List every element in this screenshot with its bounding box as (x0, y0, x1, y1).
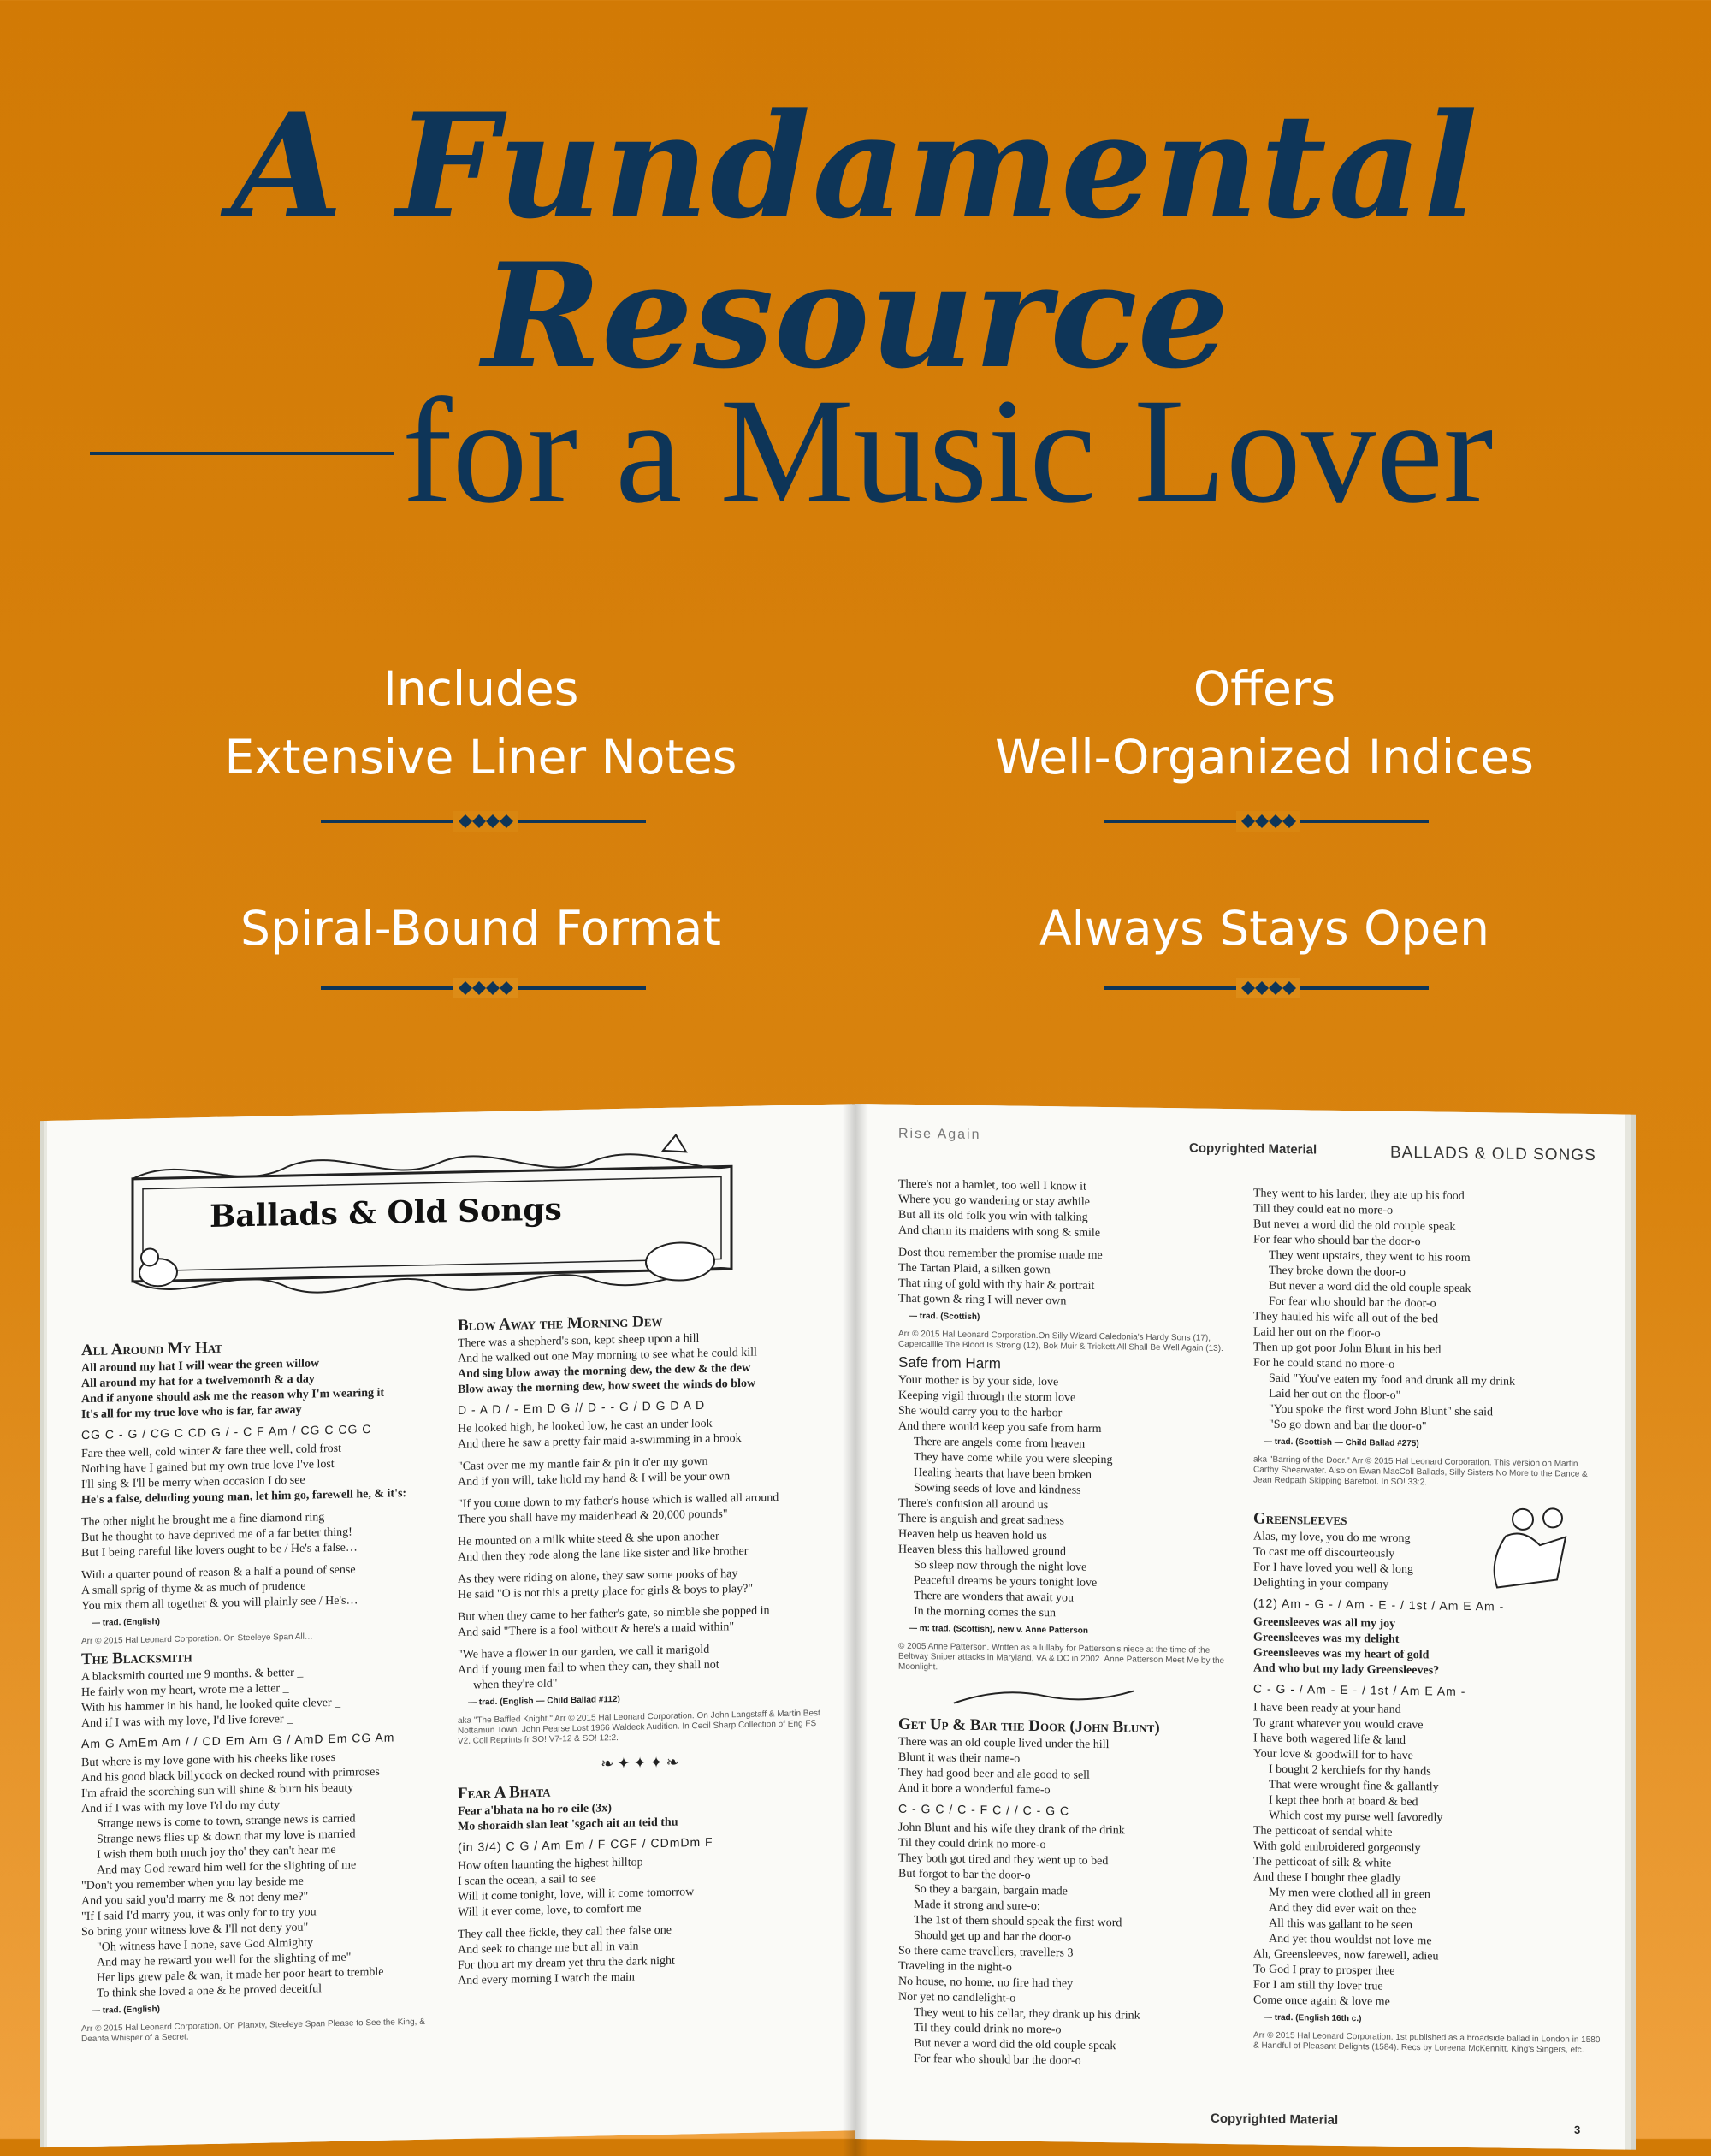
credit-note: Arr © 2015 Hal Leonard Corporation.On Silly Wizard Caledonia's Hardy Sons (17), Capercaillie The Blood Is Strong (12), Bok Muir & Trickett All Shall Be Well Again (13). (898, 1329, 1223, 1354)
verse-line: So there came travellers, travellers 3 (898, 1944, 1074, 1960)
verse-line: As they were riding on alone, they saw some pooks of hay (458, 1567, 738, 1586)
verse-line: So they a bargain, bargain made (914, 1882, 1068, 1898)
verse-line: when they're old" (473, 1677, 558, 1692)
right-column-2 (1253, 1186, 1604, 2056)
verse-line: "If you come down to my father's house which is walled all around (458, 1491, 779, 1511)
verse-line: And then they rode along the lane like sister and like brother (458, 1544, 749, 1564)
verse-line: And may God reward him well for the slighting of me (97, 1858, 357, 1877)
verse-line: There's not a hamlet, too well I know it (898, 1177, 1086, 1194)
feature-indices-line2: Well-Organized Indices (995, 730, 1534, 785)
verse-line: The petticoat of silk & white (1253, 1855, 1392, 1870)
floral-ornament-icon: ❧✦✦✦❧ (601, 1753, 683, 1773)
song-source: — trad. (Scottish) (909, 1311, 980, 1323)
verse-line: But forgot to bar the door-o (898, 1867, 1031, 1882)
verse-line: I'll sing & I'll be merry when occasion I do see (81, 1473, 305, 1492)
verse-line: And it bore a wonderful fame-o (898, 1781, 1051, 1798)
verse-line: Your love & goodwill for to have (1253, 1747, 1413, 1763)
right-column-1 (898, 1177, 1240, 2072)
verse-line: The petticoat of sendal white (1253, 1824, 1393, 1839)
song-title: Get Up & Bar the Door (John Blunt) (898, 1715, 1160, 1737)
verse-line: And he walked out one May morning to see what he could kill (458, 1346, 757, 1365)
verse-line: Blunt it was their name-o (898, 1750, 1021, 1766)
verse-line: They went to his larder, they ate up his food (1253, 1187, 1465, 1203)
feature-liner-notes-line2: Extensive Liner Notes (224, 730, 737, 785)
verse-line: The Tartan Plaid, a silken gown (898, 1261, 1051, 1277)
verse-line: Laid her out on the floor-o (1253, 1325, 1381, 1341)
verse-line: But when they came to her father's gate, so nimble she popped in (458, 1604, 770, 1624)
song-title: Blow Away the Morning Dew (458, 1312, 663, 1335)
verse-line: For fear who should bar the door-o (1269, 1294, 1436, 1311)
verse-line: "We have a flower in our garden, we call it marigold (458, 1643, 710, 1661)
feature-stays-open-line1: Always Stays Open (1039, 901, 1490, 956)
diamond-ornament-icon (453, 811, 518, 832)
verse-line: "If I said I'd marry you, it was only for to try you (81, 1905, 317, 1924)
verse-line: He fairly won my heart, wrote me a letter _ (81, 1682, 289, 1700)
verse-line: They went to his cellar, they drank up his drink (914, 2005, 1140, 2023)
verse-line: Healing hearts that have been broken (914, 1466, 1092, 1482)
verse-line: All this was gallant to be seen (1269, 1916, 1412, 1933)
verse-line: But never a word did the old couple speak (1269, 1279, 1471, 1296)
verse-line: For I am still thy lover true (1253, 1978, 1383, 1993)
chorus-line: Greensleeves was all my joy (1253, 1615, 1396, 1631)
section-title: BALLADS & OLD SONGS (1390, 1143, 1596, 1165)
diamond-ornament-icon (1236, 978, 1300, 998)
verse-line: They hauled his wife all out of the bed (1253, 1310, 1439, 1326)
credit-note: aka "Barring of the Door." Arr © 2015 Hal Leonard Corporation. This version on Martin Carthy Shearwater. Also on Ewan MacColl Ballads, Silly Sisters No More to the Dance & Jean Redpath Skipping Barefoot. In SO! 33:2. (1253, 1454, 1588, 1488)
verse-line: To grant whatever you would crave (1253, 1716, 1424, 1732)
credit-note: Arr © 2015 Hal Leonard Corporation. On Planxty, Steeleye Span Please to See the King, & Deanta Whisper of a Secret. (81, 2017, 425, 2045)
song-source: — trad. (English) (92, 2005, 160, 2016)
verse-line: "Oh witness have I none, save God Almighty (97, 1936, 314, 1954)
song-title: Fear A Bhata (458, 1782, 551, 1803)
verse-line: There are angels come from heaven (914, 1435, 1086, 1451)
verse-line: How often haunting the highest hilltop (458, 1856, 643, 1873)
verse-line: They call thee fickle, they call thee false one (458, 1923, 672, 1941)
verse-line: They have come while you were sleeping (914, 1450, 1113, 1467)
verse-line: He mounted on a milk white steed & she upon another (458, 1530, 719, 1549)
verse-line: I kept thee both at board & bed (1269, 1793, 1418, 1810)
verse-line: There are wonders that await you (914, 1589, 1074, 1605)
verse-line: Will it ever come, love, to comfort me (458, 1902, 642, 1919)
verse-line: Delighting in your company (1253, 1576, 1389, 1591)
verse-line: Said "You've eaten my food and drunk all my drink (1269, 1371, 1515, 1389)
verse-line: And these I bought thee gladly (1253, 1870, 1401, 1886)
verse-line: "Don't you remember when you lay beside me (81, 1875, 304, 1893)
headline-line-3: for a Music Lover (402, 368, 1494, 535)
verse-line: And said "There is a fool without & here's a maid within" (458, 1620, 735, 1639)
verse-line: There's confusion all around us (898, 1496, 1049, 1513)
verse-line: They went upstairs, they went to his room (1269, 1248, 1471, 1265)
verse-line: A blacksmith courted me 9 months. & better _ (81, 1666, 304, 1685)
verse-line: My men were clothed all in green (1269, 1886, 1430, 1902)
book-spine-shadow (843, 1104, 868, 2156)
verse-line: And every morning I watch the main (458, 1970, 635, 1987)
verse-line: I'm afraid the scorching sun will shine & burn his beauty (81, 1781, 354, 1801)
credit-note: aka "The Baffled Knight." Arr © 2015 Hal Leonard Corporation. On John Langstaff & Martin Best Nottamun Town, John Pearse Lost 1966 Waldeck Audition. In Cecil Sharp Collection of Eng FS V2, Coll Reprints fr SO! V7-12 & SO! 12:2. (458, 1709, 820, 1746)
verse-line: They broke down the door-o (1269, 1264, 1406, 1279)
verse-line: And if young men fail to when they can, they shall not (458, 1658, 719, 1677)
headline-line-2: Resource (482, 231, 1229, 400)
verse-line: Ah, Greensleeves, now farewell, adieu (1253, 1947, 1439, 1964)
song-title: Safe from Harm (898, 1353, 1001, 1372)
verse-line: "So go down and bar the door-o" (1269, 1418, 1427, 1434)
song-source: — trad. (English — Child Ballad #112) (468, 1694, 620, 1708)
chorus-line: Blow away the morning dew, how sweet the winds do blow (458, 1377, 756, 1396)
chord-line: (in 3/4) C G / Am Em / F CGF / CDmDm F (458, 1834, 713, 1854)
verse-line: There was a shepherd's son, kept sheep upon a hill (458, 1332, 700, 1350)
chord-line: Am G AmEm Am / / CD Em Am G / AmD Em CG Am (81, 1730, 395, 1751)
verse-line: To God I pray to prosper thee (1253, 1963, 1395, 1978)
divider-ornament (1104, 971, 1429, 1005)
credit-note: Arr © 2015 Hal Leonard Corporation. On Steeleye Span All… (81, 1632, 313, 1647)
divider-ornament (1104, 804, 1429, 838)
verse-line: Your mother is by your side, love (898, 1373, 1059, 1389)
verse-line: But never a word did the old couple speak (914, 2036, 1116, 2053)
verse-line: Nothing have I gained but my own true love I've lost (81, 1457, 335, 1477)
verse-line: In the morning comes the sun (914, 1604, 1057, 1620)
verse-line: For he could stand no more-o (1253, 1356, 1395, 1371)
verse-line: Traveling in the night-o (898, 1959, 1012, 1975)
verse-line: Should get up and bar the door-o (914, 1928, 1072, 1945)
feature-spiral-bound (147, 894, 814, 962)
verse-line: Heaven bless this hallowed ground (898, 1543, 1066, 1559)
verse-line: I wish them both much joy tho' they can't hear me (97, 1843, 336, 1862)
chorus-line: Mo shoraidh slan leat 'sgach ait an teid thu (458, 1815, 678, 1833)
verse-line: "You spoke the first word John Blunt" she said (1269, 1402, 1494, 1419)
diamond-ornament-icon (453, 978, 518, 998)
chord-line: C - G C / C - F C / / C - G C (898, 1801, 1070, 1818)
verse-line: Till they could eat no more-o (1253, 1202, 1394, 1217)
chorus-line: And sing blow away the morning dew, the dew & the dew (458, 1361, 751, 1381)
verse-line: That gown & ring I will never own (898, 1292, 1067, 1308)
credit-note: © 2005 Anne Patterson. Written as a lullaby for Patterson's niece at the time of the Beltway Sniper attacks in Maryland, VA & DC in 2002. Anne Patterson Meet Me by the Moonlight. (898, 1641, 1225, 1673)
headline-rule (90, 452, 394, 455)
chorus-line: And if anyone should ask me the reason why I'm wearing it (81, 1386, 385, 1407)
verse-line: He looked high, he looked low, he cast an under look (458, 1417, 713, 1436)
verse-line: "Cast over me my mantle fair & pin it o'er my gown (458, 1454, 708, 1473)
verse-line: But I being careful like lovers ought to be / He's a false… (81, 1541, 358, 1561)
copyright-notice-bottom: Copyrighted Material (1211, 2111, 1339, 2128)
chorus-line: He's a false, deluding young man, let him go, farewell he, & it's: (81, 1487, 407, 1507)
verse-line: Strange news is come to town, strange news is carried (97, 1812, 356, 1831)
chord-line: CG C - G / CG C CD G / - C F Am / CG C CG C (81, 1422, 372, 1442)
feature-liner-notes (147, 654, 814, 791)
feature-spiral-bound-line1: Spiral-Bound Format (240, 901, 721, 956)
verse-line: The other night he brought me a fine diamond ring (81, 1511, 325, 1530)
verse-line: There is anguish and great sadness (898, 1512, 1064, 1528)
verse-line: Her lips grew pale & wan, it made her poor heart to tremble (97, 1965, 384, 1985)
feature-indices-line1: Offers (1193, 661, 1336, 716)
verse-line: Fare thee well, cold winter & fare thee well, cold frost (81, 1442, 341, 1461)
verse-line: Which cost my purse well favoredly (1269, 1809, 1443, 1825)
song-title: All Around My Hat (81, 1338, 222, 1360)
chorus-line: Fear a'bhata na ho ro eile (3x) (458, 1802, 612, 1818)
feature-stays-open (931, 894, 1598, 962)
verse-line: Laid her out on the floor-o" (1269, 1387, 1401, 1402)
verse-line: And yet thou wouldst not love me (1269, 1932, 1432, 1948)
verse-line: With a quarter pound of reason & a half a pound of sense (81, 1563, 356, 1583)
verse-line: Keeping vigil through the storm love (898, 1389, 1076, 1405)
verse-line: With his hammer in his hand, he looked quite clever _ (81, 1696, 341, 1715)
verse-line: Peaceful dreams be yours tonight love (914, 1573, 1098, 1590)
open-songbook (47, 1104, 1625, 2139)
song-title: The Blacksmith (81, 1648, 192, 1669)
verse-line: To think she loved a one & he proved deceitful (97, 1982, 322, 2000)
diamond-ornament-icon (1236, 811, 1300, 832)
landscape-ornament-icon (950, 1682, 1240, 1717)
verse-line: Alas, my love, you do me wrong (1253, 1530, 1411, 1546)
headline-line-1: A Fundamental (231, 81, 1480, 251)
verse-line: And you said you'd marry me & not deny me?" (81, 1890, 309, 1909)
verse-line: No house, no home, no fire had they (898, 1975, 1074, 1991)
song-title: Greensleeves (1253, 1509, 1347, 1530)
verse-line: Come once again & love me (1253, 1993, 1390, 2009)
verse-line: Strange news flies up & down that my love is married (97, 1827, 356, 1846)
verse-line: There you shall have my maidenhead & 20,000 pounds" (458, 1507, 728, 1526)
verse-line: But never a word did the old couple speak (1253, 1217, 1456, 1234)
verse-line: But all its old folk you win with talking (898, 1208, 1088, 1224)
chorus-line: Greensleeves was my delight (1253, 1631, 1400, 1646)
verse-line: For fear who should bar the door-o (1253, 1233, 1421, 1249)
chorus-line: And who but my lady Greensleeves? (1253, 1661, 1440, 1678)
divider-ornament (321, 971, 646, 1005)
verse-line: And there he saw a pretty fair maid a-swimming in a brook (458, 1431, 742, 1451)
verse-line: And his good black billycock on decked round with primroses (81, 1765, 380, 1786)
verse-line: She would carry you to the harbor (898, 1404, 1063, 1420)
credit-note: Arr © 2015 Hal Leonard Corporation. 1st published as a broadside ballad in London in 1580 & Handful of Pleasant Delights (1584). Recs by Loreena McKennitt, King's Singers, etc. (1253, 2030, 1601, 2055)
right-page (856, 1104, 1625, 2150)
chorus-line: It's all for my true love who is far, far away (81, 1403, 302, 1422)
feature-liner-notes-line1: Includes (382, 661, 579, 716)
copyright-notice-top: Copyrighted Material (1189, 1140, 1317, 1158)
left-column-2 (458, 1306, 826, 1989)
verse-line: And they did ever wait on thee (1269, 1901, 1417, 1917)
verse-line: For fear who should bar the door-o (914, 2052, 1081, 2068)
verse-line: Til they could drink no more-o (898, 1836, 1046, 1852)
verse-line: They had good beer and ale good to sell (898, 1766, 1090, 1782)
verse-line: For thou art my dream yet thru the dark night (458, 1954, 675, 1972)
page-number: 3 (1574, 2123, 1581, 2136)
verse-line: With gold embroidered gorgeously (1253, 1839, 1421, 1856)
chorus-line: All around my hat for a twelvemonth & a day (81, 1372, 315, 1391)
banner-title: Ballads & Old Songs (210, 1191, 562, 1235)
chorus-line: All around my hat I will wear the green willow (81, 1357, 320, 1376)
verse-line: Nor yet no candlelight-o (898, 1990, 1016, 2005)
verse-line: They both got tired and they went up to bed (898, 1851, 1109, 1869)
verse-line: I have been ready at your hand (1253, 1701, 1401, 1716)
verse-line: There was an old couple lived under the hill (898, 1735, 1110, 1752)
chorus-line: Greensleeves was my heart of gold (1253, 1646, 1430, 1662)
chord-line: D - A D / - Em D G // D - - G / D G D A D (458, 1397, 706, 1417)
verse-line: Where you go wandering or stay awhile (898, 1193, 1090, 1209)
verse-line: And may he reward you well for the slighting of me" (97, 1951, 352, 1969)
verse-line: Made it strong and sure-o: (914, 1898, 1040, 1914)
verse-line: I bought 2 kerchiefs for thy hands (1269, 1762, 1431, 1779)
chord-line: C - G - / Am - E - / 1st / Am E Am - (1253, 1681, 1466, 1698)
verse-line: Sowing seeds of love and kindness (914, 1481, 1081, 1497)
verse-line: But he thought to have deprived me of a far better thing! (81, 1525, 352, 1545)
verse-line: The 1st of them should speak the first word (914, 1913, 1122, 1930)
verse-line: You mix them all together & you will plainly see / He's… (81, 1594, 358, 1614)
headline-line-3-wrap (0, 368, 1711, 535)
verse-line: And there would keep you safe from harm (898, 1419, 1102, 1436)
verse-line: I scan the ocean, a sail to see (458, 1872, 596, 1888)
verse-line: John Blunt and his wife they drank of the drink (898, 1821, 1125, 1838)
verse-line: Dost thou remember the promise made me (898, 1246, 1103, 1263)
song-source: — m: trad. (Scottish), new v. Anne Patterson (909, 1623, 1089, 1636)
verse-line: So sleep now through the night love (914, 1558, 1087, 1574)
verse-line: That were wrought fine & gallantly (1269, 1778, 1439, 1794)
verse-line: And if I was with my love, I'd live forever _ (81, 1712, 293, 1731)
verse-line: Then up got poor John Blunt in his bed (1253, 1341, 1442, 1357)
verse-line: Will it come tonight, love, will it come tomorrow (458, 1886, 695, 1904)
feature-indices (931, 654, 1598, 791)
left-page (47, 1104, 856, 2147)
verse-line: And seek to change me but all in vain (458, 1940, 639, 1957)
song-source: — trad. (Scottish — Child Ballad #275) (1264, 1436, 1419, 1449)
verse-line: And charm its maidens with song & smile (898, 1223, 1101, 1240)
verse-line: And if you will, take hold my hand & I will be your own (458, 1470, 731, 1489)
song-source: — trad. (English 16th c.) (1264, 2012, 1362, 2024)
verse-line: Heaven help us heaven hold us (898, 1527, 1047, 1543)
chord-line: (12) Am - G - / Am - E - / 1st / Am E Am - (1253, 1596, 1505, 1614)
verse-line: I have both wagered life & land (1253, 1732, 1406, 1747)
divider-ornament (321, 804, 646, 838)
verse-line: He said "O is not this a pretty place for girls & boys to play?" (458, 1582, 754, 1602)
dancers-illustration (1471, 1502, 1583, 1597)
verse-line: That ring of gold with thy hair & portrait (898, 1276, 1095, 1293)
verse-line: A small sprig of thyme & as much of prudence (81, 1579, 306, 1598)
left-column-1 (81, 1331, 432, 2046)
verse-line: But where is my love gone with his cheeks like roses (81, 1750, 336, 1770)
verse-line: Til they could drink no more-o (914, 2021, 1062, 2037)
running-head-left: Rise Again (898, 1126, 981, 1143)
verse-line: And if I was with my love I'd do my duty (81, 1798, 280, 1816)
verse-line: So bring your witness love & I'll not deny you" (81, 1921, 309, 1940)
verse-line: To cast me off discourteously (1253, 1545, 1395, 1561)
song-source: — trad. (English) (92, 1617, 160, 1628)
verse-line: For I have loved you well & long (1253, 1561, 1414, 1577)
